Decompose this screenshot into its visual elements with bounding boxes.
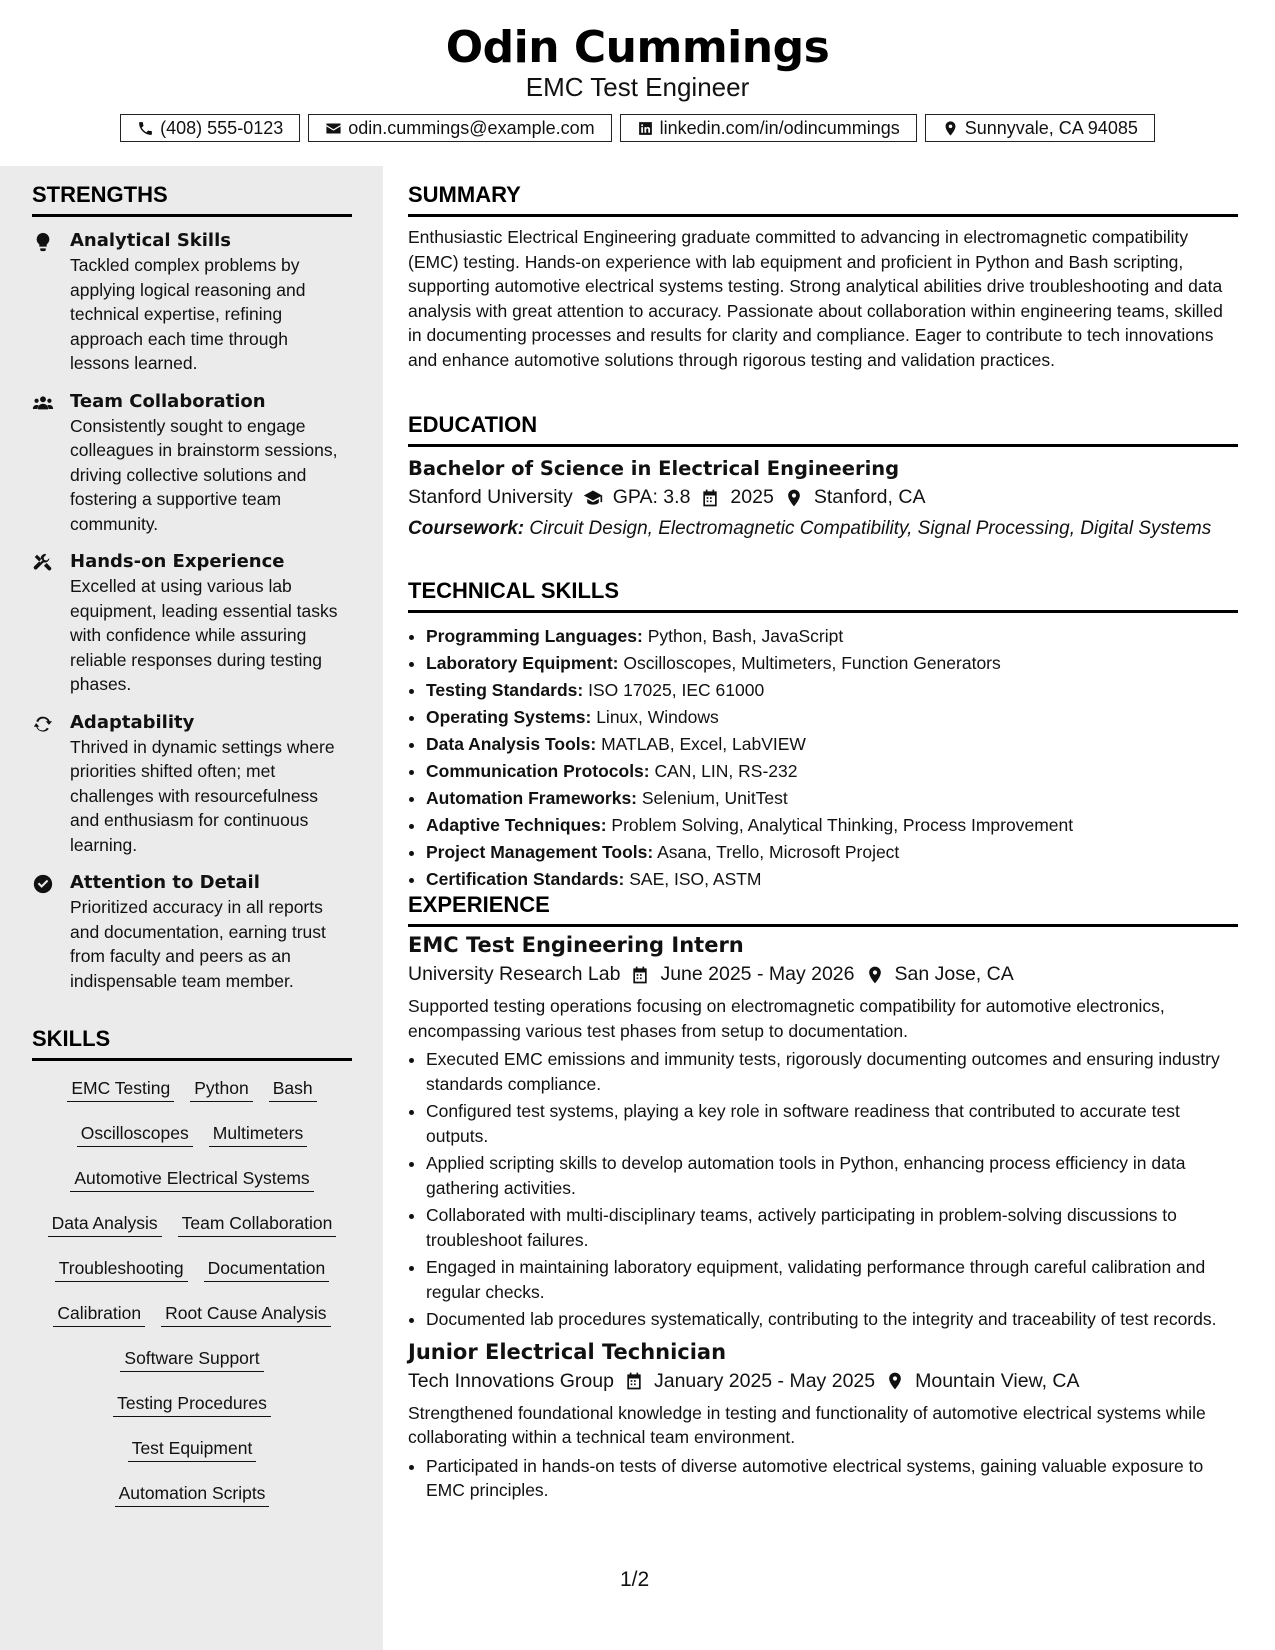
calendar-icon <box>700 488 720 508</box>
list-item: • Data Analysis Tools: MATLAB, Excel, LabVIEW <box>426 731 1238 758</box>
list-item: • Certification Standards: SAE, ISO, ASTM <box>426 866 1238 893</box>
job-entry <box>408 933 1238 1332</box>
skill-tag: Root Cause Analysis <box>161 1302 330 1327</box>
contact-email[interactable] <box>308 114 611 142</box>
graduation-cap-icon <box>583 488 603 508</box>
list-item: • Testing Standards: ISO 17025, IEC 61000 <box>426 677 1238 704</box>
strength-item <box>32 871 352 993</box>
candidate-name: Odin Cummings <box>445 22 830 73</box>
technical-skills-section <box>408 578 1238 893</box>
strengths-section <box>32 182 352 993</box>
coursework <box>408 517 1238 542</box>
school-location: Stanford, CA <box>813 486 926 508</box>
list-item: • Participated in hands-on tests of diverse automotive electrical systems, gaining valuable exposure to EMC principles. <box>426 1454 1238 1503</box>
coursework-label: Coursework: <box>408 518 525 539</box>
linkedin-icon <box>637 120 654 137</box>
check-circle-icon <box>32 873 54 895</box>
strength-desc: Prioritized accuracy in all reports and documentation, earning trust from faculty and peers as an indispensable team member. <box>70 897 326 991</box>
strength-item <box>32 390 352 537</box>
skill-tag: Team Collaboration <box>178 1212 337 1237</box>
skills-heading: SKILLS <box>32 1026 352 1061</box>
skills-section <box>32 1026 352 1527</box>
map-pin-icon <box>784 488 804 508</box>
skill-tag: Software Support <box>120 1347 263 1372</box>
job-summary: Strengthened foundational knowledge in testing and functionality of automotive electrical systems while collaborating within a technical team environment. <box>408 1402 1206 1447</box>
skill-tag: Oscilloscopes <box>77 1122 193 1147</box>
strength-item <box>32 229 352 376</box>
main-content <box>383 166 1275 1650</box>
technical-skills-list <box>408 623 1238 893</box>
contact-linkedin[interactable] <box>620 114 917 142</box>
strength-title: Adaptability <box>70 711 195 733</box>
list-item: • Configured test systems, playing a key role in software readiness that contributed to accurate test outputs. <box>426 1099 1238 1148</box>
skill-tag: Troubleshooting <box>55 1257 188 1282</box>
list-item: • Automation Frameworks: Selenium, UnitTest <box>426 785 1238 812</box>
experience-section <box>408 892 1238 1506</box>
tools-icon <box>32 552 54 574</box>
contact-phone-text: (408) 555-0123 <box>160 117 284 138</box>
users-icon <box>32 392 54 414</box>
skill-tag: Multimeters <box>209 1122 307 1147</box>
contact-linkedin-text: linkedin.com/in/odincummings <box>659 117 900 138</box>
job-summary: Supported testing operations focusing on electromagnetic compatibility for automotive electronics, encompassing various test phases from setup to documentation. <box>408 996 1165 1041</box>
list-item: • Communication Protocols: CAN, LIN, RS-232 <box>426 758 1238 785</box>
lightbulb-icon <box>32 231 54 253</box>
education-heading: EDUCATION <box>408 412 1238 447</box>
job-location: San Jose, CA <box>894 963 1014 985</box>
sidebar <box>0 166 383 1650</box>
technical-skills-heading: TECHNICAL SKILLS <box>408 578 1238 613</box>
skill-tag: Testing Procedures <box>113 1392 271 1417</box>
list-item: • Collaborated with multi-disciplinary teams, actively participating in problem-solving discussions to troubleshoot failures. <box>426 1203 1238 1252</box>
graduation-year: 2025 <box>730 486 774 508</box>
job-entry <box>408 1340 1238 1503</box>
list-item: • Documented lab procedures systematically, contributing to the integrity and traceability of test records. <box>426 1307 1238 1332</box>
strength-desc: Excelled at using various lab equipment, leading essential tasks with confidence while assuring reliable responses during testing phases. <box>70 576 338 694</box>
list-item: • Executed EMC emissions and immunity tests, rigorously documenting outcomes and ensuring industry standards compliance. <box>426 1047 1238 1096</box>
summary-heading: SUMMARY <box>408 182 1238 217</box>
map-pin-icon <box>865 965 885 985</box>
list-item: • Project Management Tools: Asana, Trello, Microsoft Project <box>426 839 1238 866</box>
strengths-heading: STRENGTHS <box>32 182 352 217</box>
sync-icon <box>32 713 54 735</box>
coursework-list: Circuit Design, Electromagnetic Compatibility, Signal Processing, Digital Systems <box>529 518 1212 539</box>
education-meta <box>408 486 1238 509</box>
list-item: • Engaged in maintaining laboratory equipment, validating performance through careful calibration and regular checks. <box>426 1255 1238 1304</box>
strength-desc: Thrived in dynamic settings where priorities shifted often; met challenges with resourcefulness and enthusiasm for continuous learning. <box>70 736 335 855</box>
strength-desc: Consistently sought to engage colleagues in brainstorm sessions, driving collective solutions and fostering a supportive team community. <box>70 415 338 534</box>
job-meta <box>408 963 1238 986</box>
gpa: GPA: 3.8 <box>612 486 691 508</box>
job-bullets <box>408 1454 1238 1503</box>
summary-section <box>408 182 1238 372</box>
contact-bar <box>0 114 1275 142</box>
list-item: • Laboratory Equipment: Oscilloscopes, Multimeters, Function Generators <box>426 650 1238 677</box>
job-title: Junior Electrical Technician <box>408 1339 727 1364</box>
list-item: • Programming Languages: Python, Bash, JavaScript <box>426 623 1238 650</box>
skill-tags <box>32 1077 352 1527</box>
calendar-icon <box>630 965 650 985</box>
resume-header <box>0 0 1275 166</box>
strength-desc: Tackled complex problems by applying logical reasoning and technical expertise, refining approach each time through lessons learned. <box>70 255 306 373</box>
contact-location-text: Sunnyvale, CA 94085 <box>964 117 1138 138</box>
map-pin-icon <box>942 120 959 137</box>
job-dates: January 2025 - May 2025 <box>653 1369 876 1392</box>
strength-title: Attention to Detail <box>70 872 260 893</box>
job-dates: June 2025 - May 2026 <box>660 963 855 985</box>
education-section <box>408 412 1238 542</box>
skill-tag: Automation Scripts <box>115 1482 270 1507</box>
skill-tag: Python <box>190 1077 252 1102</box>
strength-title: Team Collaboration <box>70 390 266 412</box>
strength-item <box>32 711 352 858</box>
contact-email-text: odin.cummings@example.com <box>348 117 595 138</box>
skill-tag: Automotive Electrical Systems <box>70 1167 313 1192</box>
skill-tag: Bash <box>269 1077 317 1102</box>
summary-text: Enthusiastic Electrical Engineering graduate committed to advancing in electromagnetic compatibility (EMC) testing. Hands-on experience with lab equipment and proficient in Python and Bash scripting, supporting automotive electrical systems testing. Strong analytical abilities drive troubleshooting and data analysis with great attention to accuracy. Passionate about collaboration within engineering teams, skilled in documenting processes and results for clarity and compliance. Eager to contribute to tech innovations and enhance automotive solutions through rigorous testing and validation practices. <box>408 227 1223 370</box>
page-number: 1/2 <box>620 1568 650 1591</box>
candidate-role: EMC Test Engineer <box>525 72 750 102</box>
skill-tag: Documentation <box>204 1257 330 1282</box>
skill-tag: EMC Testing <box>67 1077 174 1102</box>
degree-title: Bachelor of Science in Electrical Engineering <box>408 457 900 480</box>
job-meta <box>408 1370 1238 1393</box>
skill-tag: Test Equipment <box>128 1437 257 1462</box>
contact-location[interactable] <box>925 114 1155 142</box>
strength-item <box>32 550 352 697</box>
strength-title: Analytical Skills <box>70 230 231 251</box>
phone-icon <box>137 120 154 137</box>
list-item: • Adaptive Techniques: Problem Solving, Analytical Thinking, Process Improvement <box>426 812 1238 839</box>
job-title: EMC Test Engineering Intern <box>408 933 744 957</box>
job-bullets <box>408 1047 1238 1332</box>
school-name: Stanford University <box>408 486 573 508</box>
experience-heading: EXPERIENCE <box>408 892 1238 927</box>
strength-title: Hands-on Experience <box>70 551 285 572</box>
list-item: • Operating Systems: Linux, Windows <box>426 704 1238 731</box>
envelope-icon <box>325 120 342 137</box>
calendar-icon <box>624 1371 644 1391</box>
job-org: University Research Lab <box>408 963 621 985</box>
list-item: • Applied scripting skills to develop automation tools in Python, enhancing process efficiency in data gathering activities. <box>426 1151 1238 1200</box>
skill-tag: Data Analysis <box>48 1212 162 1237</box>
contact-phone[interactable] <box>120 114 300 142</box>
job-org: Tech Innovations Group <box>408 1369 614 1392</box>
job-location: Mountain View, CA <box>915 1369 1080 1392</box>
skill-tag: Calibration <box>53 1302 145 1327</box>
map-pin-icon <box>885 1371 905 1391</box>
